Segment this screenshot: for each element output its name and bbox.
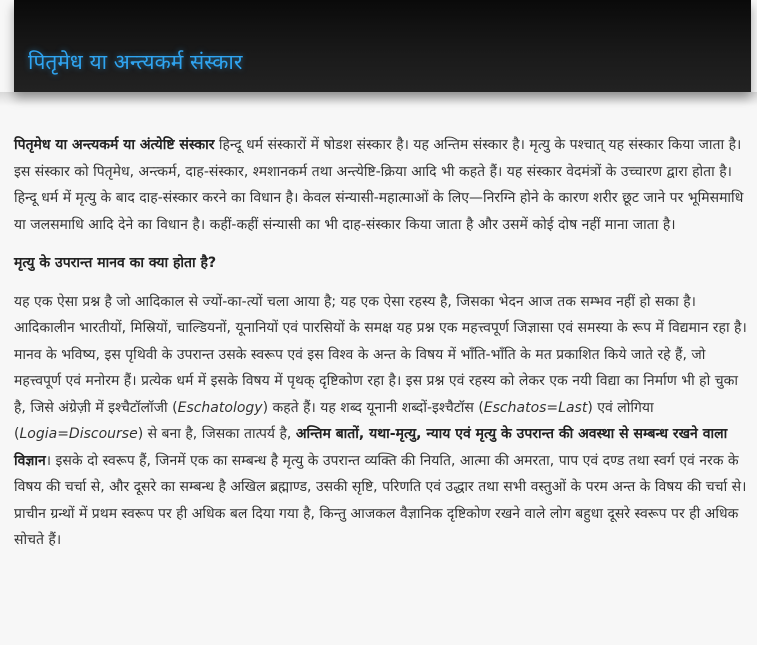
header <box>0 0 757 104</box>
header-shadow <box>0 92 757 106</box>
article-body <box>14 132 749 566</box>
section-text-1: यह एक ऐसा प्रश्न है जो आदिकाल से ज्यों-का-त्यों चला आया है; यह एक ऐसा रहस्य है, जिसका भेदन आज तक सम्भव नहीं हो सका है। आदिकालीन भारतीयों, मिस्रियों, चाल्डियनों, यूनानियों एवं पारसियों के समक्ष यह प्रश्न एक महत्त्वपूर्ण जिज्ञासा एवं समस्या के रूप में विद्यमान रहा है। मानव के भविष्य, इस पृथिवी के उपरान्त उसके स्वरूप एवं इस विश्व के अन्त के विषय में भाँति-भाँति के मत प्रकाशित किये जाते रहे हैं, जो महत्त्वपूर्ण एवं मनोरम हैं। प्रत्येक धर्म में इसके विषय में पृथक् दृष्टिकोण रहा है। इस प्रश्न एवं रहस्य को लेकर एक नयी विद्या का निर्माण भी हो चुका है, जिसे अंग्रेज़ी में इश्चैटॉलॉजी ( <box>14 293 747 416</box>
header-bar <box>14 0 751 92</box>
section-text-5: । इसके दो स्वरूप हैं, जिनमें एक का सम्बन्ध है मृत्यु के उपरान्त व्यक्ति की नियति, आत्मा की अमरता, पाप एवं दण्ड तथा स्वर्ग एवं नरक के विषय की चर्चा से, और दूसरे का सम्बन्ध है अखिल ब्रह्माण्ड, उसकी सृष्टि, परिणति एवं उद्धार तथा सभी वस्तुओं के परम अन्त के विषय की चर्चा से। प्राचीन ग्रन्थों में प्रथम स्वरूप पर ही अधिक बल दिया गया है, किन्तु आजकल वैज्ञानिक दृष्टिकोण रखने वाले लोग बहुधा दूसरे स्वरूप पर ही अधिक सोचते हैं। <box>14 452 747 548</box>
section-heading: मृत्यु के उपरान्त मानव का क्या होता है? <box>14 255 217 271</box>
section-text-4: ) से बना है, जिसका तात्पर्य है, <box>137 426 296 442</box>
page-title: पितृमेध या अन्त्यकर्म संस्कार <box>28 50 243 74</box>
intro-text: हिन्दू धर्म संस्कारों में षोडश संस्कार है। यह अन्तिम संस्कार है। मृत्यु के पश्चात् यह संस्कार किया जाता है। इस संस्कार को पितृमेध, अन्त्कर्म, दाह-संस्कार, श्मशानकर्म तथा अन्त्येष्टि-क्रिया आदि भी कहते हैं। यह संस्कार वेदमंत्रों के उच्चारण द्वारा होता है। हिन्दू धर्म में मृत्यु के बाद दाह-संस्कार करने का विधान है। केवल संन्यासी-महात्माओं के लिए—निरग्नि होने के कारण शरीर छूट जाने पर भूमिसमाधि या जलसमाधि आदि देने का विधान है। कहीं-कहीं संन्यासी का भी दाह-संस्कार किया जाता है और उसमें कोई दोष नहीं माना जाता है। <box>14 137 744 233</box>
intro-paragraph <box>14 132 749 238</box>
intro-lead: पितृमेध या अन्त्यकर्म या अंत्येष्टि संस्कार <box>14 137 215 153</box>
term-logia: Logia=Discourse <box>19 426 138 442</box>
term-eschatology: Eschatology <box>177 399 263 416</box>
section-text-3: ) एवं लोगिया ( <box>14 399 654 442</box>
section-paragraph <box>14 289 749 554</box>
term-eschatos: Eschatos=Last <box>483 399 588 416</box>
definition-bold: अन्तिम बातों, यथा-मृत्यु, न्याय एवं मृत्यु के उपरान्त की अवस्था से सम्बन्ध रखने वाला विज्ञान <box>14 426 728 469</box>
section-text-2: ) कहते हैं। यह शब्द यूनानी शब्दों-इश्चैटॉस ( <box>262 399 484 416</box>
